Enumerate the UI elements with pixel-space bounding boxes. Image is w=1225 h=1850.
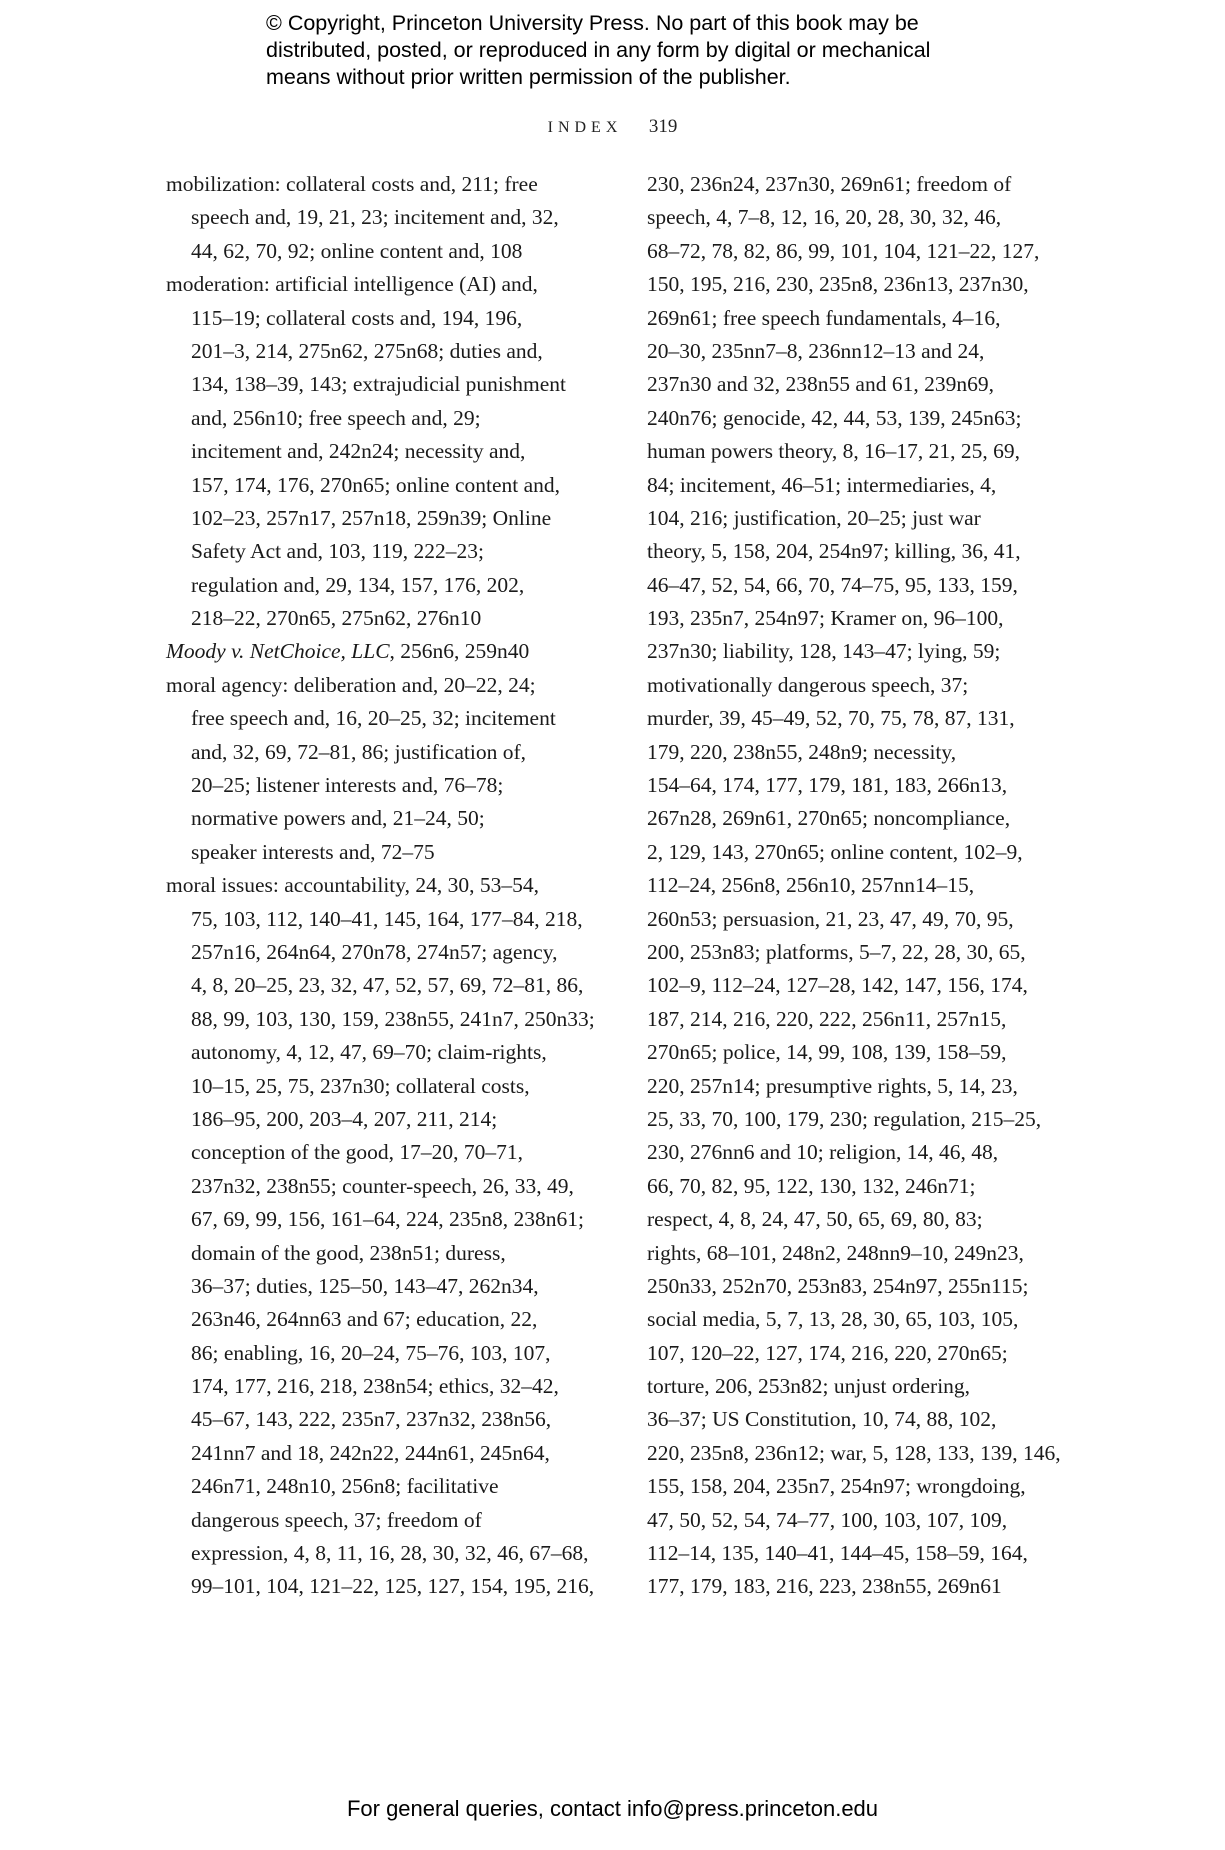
- index-subentry-line: 179, 220, 238n55, 248n9; necessity,: [647, 739, 957, 764]
- index-subentry-line: 84; incitement, 46–51; intermediaries, 4,: [647, 472, 997, 497]
- index-subentry-line: 186–95, 200, 203–4, 207, 211, 214;: [191, 1106, 498, 1131]
- index-subentry-line: 66, 70, 82, 95, 122, 130, 132, 246n71;: [647, 1173, 976, 1198]
- index-subentry-line: 20–30, 235nn7–8, 236nn12–13 and 24,: [647, 338, 985, 363]
- index-subentry-line: 237n32, 238n55; counter-speech, 26, 33, 49,: [191, 1173, 574, 1198]
- index-subentry-line: 88, 99, 103, 130, 159, 238n55, 241n7, 250n33;: [191, 1006, 595, 1031]
- index-subentry-line: Safety Act and, 103, 119, 222–23;: [191, 539, 485, 564]
- index-subentry-line: 155, 158, 204, 235n7, 254n97; wrongdoing,: [647, 1474, 1026, 1499]
- index-subentry-line: 220, 257n14; presumptive rights, 5, 14, 23,: [647, 1073, 1018, 1098]
- index-subentry-line: 112–14, 135, 140–41, 144–45, 158–59, 164,: [647, 1541, 1028, 1566]
- index-subentry-line: 67, 69, 99, 156, 161–64, 224, 235n8, 238n61;: [191, 1207, 584, 1232]
- index-subentry-line: 68–72, 78, 82, 86, 99, 101, 104, 121–22, 127,: [647, 238, 1040, 263]
- index-column-left: [166, 168, 595, 1604]
- index-subentry-line: 257n16, 264n64, 270n78, 274n57; agency,: [191, 939, 558, 964]
- index-subentry-line: 237n30; liability, 128, 143–47; lying, 59;: [647, 639, 1001, 664]
- index-subentry-line: 112–24, 256n8, 256n10, 257nn14–15,: [647, 873, 975, 898]
- index-entry-line: moderation: artificial intelligence (AI) and,: [166, 272, 538, 297]
- index-subentry-line: murder, 39, 45–49, 52, 70, 75, 78, 87, 131,: [647, 706, 1015, 731]
- index-subentry-line: 260n53; persuasion, 21, 23, 47, 49, 70, 95,: [647, 906, 1014, 931]
- index-subentry-line: 75, 103, 112, 140–41, 145, 164, 177–84, 218,: [191, 906, 583, 931]
- index-subentry-line: speech and, 19, 21, 23; incitement and, 32,: [191, 205, 559, 230]
- index-subentry-line: 107, 120–22, 127, 174, 216, 220, 270n65;: [647, 1340, 1008, 1365]
- index-column-right: [647, 168, 1067, 1604]
- copyright-line: means without prior written permission of the publisher.: [266, 65, 791, 89]
- index-subentry-line: autonomy, 4, 12, 47, 69–70; claim-rights,: [191, 1040, 547, 1065]
- index-subentry-line: 86; enabling, 16, 20–24, 75–76, 103, 107,: [191, 1340, 551, 1365]
- copyright-line: © Copyright, Princeton University Press. No part of this book may be: [266, 11, 919, 35]
- index-subentry-line: 47, 50, 52, 54, 74–77, 100, 103, 107, 109,: [647, 1507, 1008, 1532]
- index-subentry-line: normative powers and, 21–24, 50;: [191, 806, 485, 831]
- index-subentry-line: 230, 276nn6 and 10; religion, 14, 46, 48,: [647, 1140, 999, 1165]
- index-subentry-line: 263n46, 264nn63 and 67; education, 22,: [191, 1307, 538, 1332]
- index-subentry-line: 4, 8, 20–25, 23, 32, 47, 52, 57, 69, 72–81, 86,: [191, 973, 584, 998]
- index-subentry-line: conception of the good, 17–20, 70–71,: [191, 1140, 524, 1165]
- index-subentry-line: 154–64, 174, 177, 179, 181, 183, 266n13,: [647, 773, 1008, 798]
- index-subentry-line: 193, 235n7, 254n97; Kramer on, 96–100,: [647, 606, 1004, 631]
- index-subentry-line: 270n65; police, 14, 99, 108, 139, 158–59,: [647, 1040, 1007, 1065]
- index-subentry-line: 237n30 and 32, 238n55 and 61, 239n69,: [647, 372, 994, 397]
- index-subentry-line: 246n71, 248n10, 256n8; facilitative: [191, 1474, 499, 1499]
- index-subentry-line: human powers theory, 8, 16–17, 21, 25, 69,: [647, 439, 1021, 464]
- index-entry-line: [166, 635, 586, 668]
- index-subentry-line: theory, 5, 158, 204, 254n97; killing, 36, 41,: [647, 539, 1021, 564]
- index-subentry-line: 102–23, 257n17, 257n18, 259n39; Online: [191, 505, 552, 530]
- index-subentry-line: speech, 4, 7–8, 12, 16, 20, 28, 30, 32, 46,: [647, 205, 1002, 230]
- index-subentry-line: 157, 174, 176, 270n65; online content and,: [191, 472, 561, 497]
- index-subentry-line: 201–3, 214, 275n62, 275n68; duties and,: [191, 338, 543, 363]
- page-number: 319: [648, 116, 678, 137]
- index-subentry-line: 230, 236n24, 237n30, 269n61; freedom of: [647, 172, 1012, 196]
- index-subentry-line: incitement and, 242n24; necessity and,: [191, 439, 526, 464]
- index-subentry-line: 104, 216; justification, 20–25; just war: [647, 505, 981, 530]
- copyright-line: distributed, posted, or reproduced in any form by digital or mechanical: [266, 38, 931, 62]
- index-subentry-line: dangerous speech, 37; freedom of: [191, 1507, 482, 1532]
- index-subentry-line: and, 32, 69, 72–81, 86; justification of,: [191, 739, 527, 764]
- index-subentry-line: 240n76; genocide, 42, 44, 53, 139, 245n63;: [647, 405, 1022, 430]
- index-subentry-line: 134, 138–39, 143; extrajudicial punishment: [191, 372, 567, 397]
- index-subentry-line: 269n61; free speech fundamentals, 4–16,: [647, 305, 1001, 330]
- index-subentry-line: torture, 206, 253n82; unjust ordering,: [647, 1374, 971, 1399]
- index-subentry-line: 102–9, 112–24, 127–28, 142, 147, 156, 174,: [647, 973, 1028, 998]
- index-subentry-line: free speech and, 16, 20–25, 32; incitement: [191, 706, 556, 731]
- index-entry-line: mobilization: collateral costs and, 211; free: [166, 172, 538, 196]
- index-subentry-line: rights, 68–101, 248n2, 248nn9–10, 249n23,: [647, 1240, 1024, 1265]
- index-subentry-line: speaker interests and, 72–75: [191, 839, 435, 864]
- section-title: INDEX: [547, 119, 623, 136]
- index-subentry-line: 250n33, 252n70, 253n83, 254n97, 255n115;: [647, 1273, 1029, 1298]
- index-subentry-line: 10–15, 25, 75, 237n30; collateral costs,: [191, 1073, 530, 1098]
- index-subentry-line: expression, 4, 8, 11, 16, 28, 30, 32, 46, 67–68,: [191, 1541, 589, 1566]
- index-subentry-line: 187, 214, 216, 220, 222, 256n11, 257n15,: [647, 1006, 1007, 1031]
- index-subentry-line: 45–67, 143, 222, 235n7, 237n32, 238n56,: [191, 1407, 552, 1432]
- index-subentry-line: 150, 195, 216, 230, 235n8, 236n13, 237n30,: [647, 272, 1029, 297]
- index-subentry-line: 36–37; US Constitution, 10, 74, 88, 102,: [647, 1407, 997, 1432]
- case-title: Moody v. NetChoice, LLC: [166, 639, 390, 664]
- index-subentry-line: 44, 62, 70, 92; online content and, 108: [191, 238, 523, 263]
- index-subentry-line: and, 256n10; free speech and, 29;: [191, 405, 481, 430]
- index-subentry-line: 20–25; listener interests and, 76–78;: [191, 773, 504, 798]
- index-subentry-line: 99–101, 104, 121–22, 125, 127, 154, 195, 216,: [191, 1574, 595, 1599]
- index-subentry-line: respect, 4, 8, 24, 47, 50, 65, 69, 80, 83;: [647, 1207, 983, 1232]
- index-subentry-line: domain of the good, 238n51; duress,: [191, 1240, 506, 1265]
- index-subentry-line: regulation and, 29, 134, 157, 176, 202,: [191, 572, 525, 597]
- running-head: [0, 116, 1225, 138]
- index-subentry-line: 200, 253n83; platforms, 5–7, 22, 28, 30, 65,: [647, 939, 1026, 964]
- index-subentry-line: 177, 179, 183, 216, 223, 238n55, 269n61: [647, 1574, 1002, 1599]
- index-subentry-line: 36–37; duties, 125–50, 143–47, 262n34,: [191, 1273, 539, 1298]
- index-subentry-line: 241nn7 and 18, 242n22, 244n61, 245n64,: [191, 1440, 550, 1465]
- index-subentry-line: 46–47, 52, 54, 66, 70, 74–75, 95, 133, 159,: [647, 572, 1018, 597]
- copyright-notice: [266, 10, 986, 91]
- index-subentry-line: 2, 129, 143, 270n65; online content, 102–9,: [647, 839, 1023, 864]
- index-entry-line: moral issues: accountability, 24, 30, 53–54,: [166, 873, 540, 898]
- index-subentry-line: 115–19; collateral costs and, 194, 196,: [191, 305, 523, 330]
- index-subentry-line: 220, 235n8, 236n12; war, 5, 128, 133, 139, 146,: [647, 1440, 1061, 1465]
- index-subentry-line: 174, 177, 216, 218, 238n54; ethics, 32–42,: [191, 1374, 559, 1399]
- index-subentry-line: social media, 5, 7, 13, 28, 30, 65, 103, 105,: [647, 1307, 1019, 1332]
- index-subentry-line: 25, 33, 70, 100, 179, 230; regulation, 215–25,: [647, 1106, 1042, 1131]
- index-subentry-line: 218–22, 270n65, 275n62, 276n10: [191, 606, 482, 631]
- index-entry-line: moral agency: deliberation and, 20–22, 24;: [166, 672, 536, 697]
- footer-contact: For general queries, contact info@press.princeton.edu: [346, 1796, 879, 1821]
- index-subentry-line: motivationally dangerous speech, 37;: [647, 672, 969, 697]
- page-references: , 256n6, 259n40: [389, 639, 530, 664]
- index-subentry-line: 267n28, 269n61, 270n65; noncompliance,: [647, 806, 1011, 831]
